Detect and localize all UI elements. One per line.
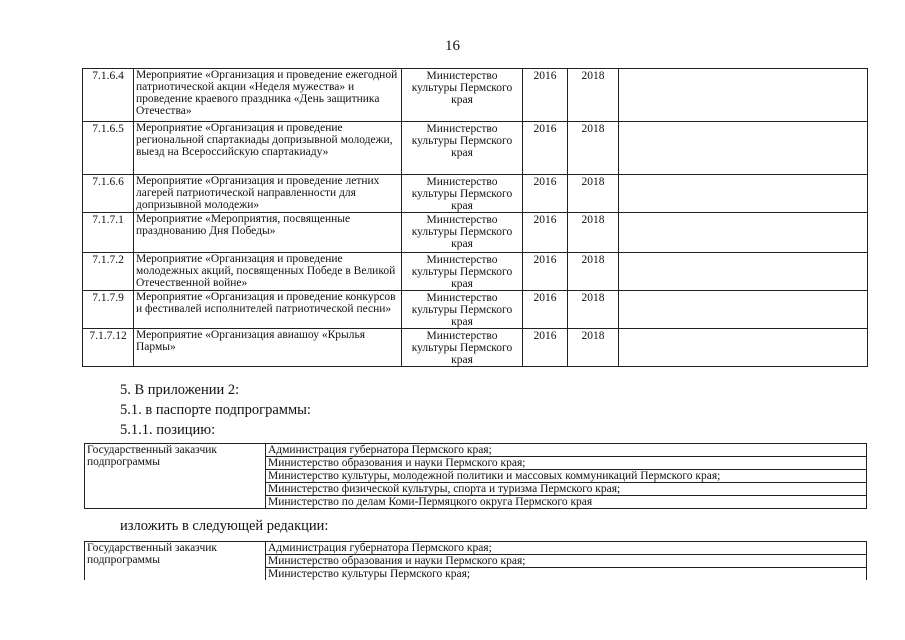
- new-customer-table: [84, 541, 867, 580]
- activity-notes-cell: [619, 253, 868, 291]
- agency-line: Министерство по делам Коми-Пермяцкого округа Пермского края: [268, 496, 593, 508]
- activities-table: [82, 68, 868, 367]
- activity-notes-cell: [619, 329, 868, 367]
- table-row: [85, 542, 867, 581]
- customer-label: Государственный заказчик подпрограммы: [85, 444, 266, 509]
- activity-end-year: 2018: [568, 253, 619, 291]
- activity-notes-cell: [619, 175, 868, 213]
- activity-code: 7.1.6.4: [83, 69, 134, 122]
- table-row: [83, 69, 868, 122]
- paragraph-position: 5.1.1. позицию:: [120, 422, 216, 438]
- activity-executor: Министерство культуры Пермского края: [402, 122, 523, 175]
- customer-agencies: [266, 542, 867, 581]
- activity-description: Мероприятие «Мероприятия, посвященные празднованию Дня Победы»: [134, 213, 402, 253]
- activity-end-year: 2018: [568, 175, 619, 213]
- activity-description: Мероприятие «Организация и проведение молодежных акций, посвященных Победе в Великой Отечественной войне»: [134, 253, 402, 291]
- activity-code: 7.1.7.2: [83, 253, 134, 291]
- table-row: [83, 175, 868, 213]
- activity-start-year: 2016: [523, 291, 568, 329]
- agency-line: Администрация губернатора Пермского края;: [266, 444, 866, 457]
- paragraph-subprogram-passport: 5.1. в паспорте подпрограммы:: [120, 402, 311, 418]
- activity-notes-cell: [619, 213, 868, 253]
- old-customer-table: [84, 443, 867, 509]
- activity-start-year: 2016: [523, 253, 568, 291]
- activity-code: 7.1.6.6: [83, 175, 134, 213]
- table-row: [83, 253, 868, 291]
- activity-description: Мероприятие «Организация и проведение конкурсов и фестивалей исполнителей патриотической песни»: [134, 291, 402, 329]
- activity-notes-cell: [619, 69, 868, 122]
- agency-line: Администрация губернатора Пермского края;: [266, 542, 866, 555]
- activity-description: Мероприятие «Организация и проведение ежегодной патриотической акции «Неделя мужества» и проведение краевого праздника «День защитника Отечества»: [134, 69, 402, 122]
- table-row: [83, 329, 868, 367]
- activity-code: 7.1.7.12: [83, 329, 134, 367]
- activity-description: Мероприятие «Организация и проведение летних лагерей патриотической направленности для допризывной молодежи»: [134, 175, 402, 213]
- agency-line: Министерство культуры Пермского края;: [268, 568, 471, 580]
- activity-code: 7.1.6.5: [83, 122, 134, 175]
- activity-notes-cell: [619, 291, 868, 329]
- agency-line: Министерство образования и науки Пермского края;: [266, 457, 866, 470]
- activity-code: 7.1.7.1: [83, 213, 134, 253]
- activity-end-year: 2018: [568, 69, 619, 122]
- agency-line: Министерство физической культуры, спорта и туризма Пермского края;: [266, 483, 866, 496]
- activity-end-year: 2018: [568, 329, 619, 367]
- paragraph-new-edition: изложить в следующей редакции:: [120, 518, 329, 534]
- activity-description: Мероприятие «Организация и проведение региональной спартакиады допризывной молодежи, выезд на Всероссийскую спартакиаду»: [134, 122, 402, 175]
- activity-end-year: 2018: [568, 291, 619, 329]
- customer-label: Государственный заказчик подпрограммы: [85, 542, 266, 581]
- activity-start-year: 2016: [523, 213, 568, 253]
- activity-executor: Министерство культуры Пермского края: [402, 213, 523, 253]
- table-row: [83, 122, 868, 175]
- customer-agencies: [266, 444, 867, 509]
- activity-executor: Министерство культуры Пермского края: [402, 69, 523, 122]
- activity-notes-cell: [619, 122, 868, 175]
- page-number: 16: [445, 38, 460, 54]
- table-row: [83, 213, 868, 253]
- activity-description: Мероприятие «Организация авиашоу «Крылья Пармы»: [134, 329, 402, 367]
- activity-executor: Министерство культуры Пермского края: [402, 175, 523, 213]
- table-row: [85, 444, 867, 509]
- activity-start-year: 2016: [523, 329, 568, 367]
- paragraph-appendix-2: 5. В приложении 2:: [120, 382, 240, 398]
- agency-line: Министерство образования и науки Пермского края;: [266, 555, 866, 568]
- activity-start-year: 2016: [523, 69, 568, 122]
- activity-executor: Министерство культуры Пермского края: [402, 253, 523, 291]
- table-row: [83, 291, 868, 329]
- activity-start-year: 2016: [523, 122, 568, 175]
- activity-end-year: 2018: [568, 213, 619, 253]
- activity-code: 7.1.7.9: [83, 291, 134, 329]
- activity-start-year: 2016: [523, 175, 568, 213]
- activity-executor: Министерство культуры Пермского края: [402, 291, 523, 329]
- activity-end-year: 2018: [568, 122, 619, 175]
- agency-line: Министерство культуры, молодежной политики и массовых коммуникаций Пермского края;: [266, 470, 866, 483]
- activity-executor: Министерство культуры Пермского края: [402, 329, 523, 367]
